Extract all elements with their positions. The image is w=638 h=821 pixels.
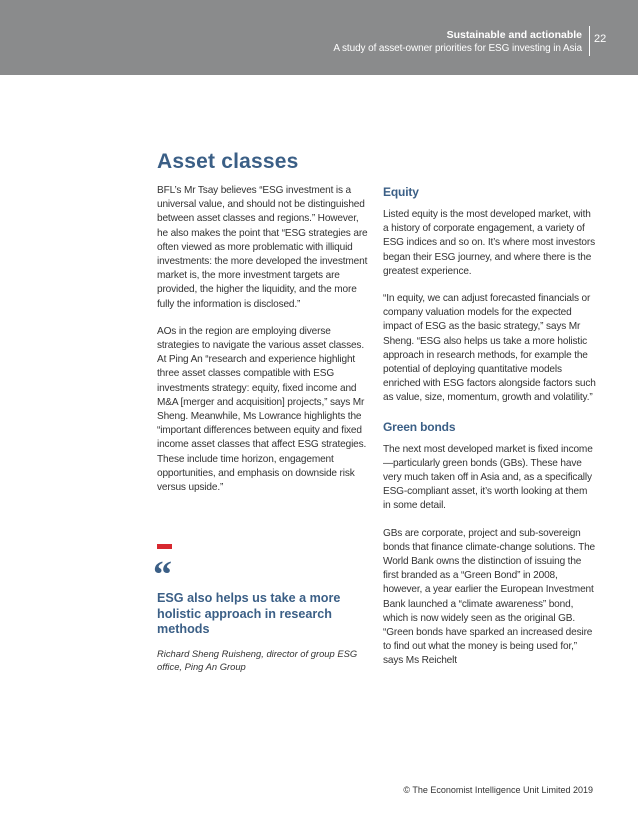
equity-heading: Equity <box>383 185 419 199</box>
right-column <box>383 184 596 682</box>
paragraph: AOs in the region are employing diverse strategies to navigate the various asset classes. At Ping An “research and experience highlight three asset classes compatible with ESG investments strategy: equity, fixed income and M&A [merger and acquisition] projects,” says Mr Sheng. Meanwhile, Ms Lowrance highlights the “important differences between equity and fixed income asset classes that affect ESG strategies. These include time horizon, engagement opportunities, and emphasis on downside risk versus upside.” <box>157 325 367 494</box>
report-subtitle: A study of asset-owner priorities for ESG investing in Asia <box>333 43 582 54</box>
paragraph: BFL’s Mr Tsay believes “ESG investment is a universal value, and should not be distinguished between asset classes and regions.” However, he also makes the point that “ESG strategies are often viewed as more problematic with illiquid investments: the more developed the investment market is, the more investment targets are provided, the higher the liquidity, and the more fully the information is disclosed.” <box>157 185 368 310</box>
paragraph: GBs are corporate, project and sub-sovereign bonds that finance climate-change solutions. The World Bank owns the distinction of issuing the first branded as a “Green Bond” in 2008, however, a year earlier the European Investment Bank launched a “climate awareness” bond, which is now widely seen as the original GB. “Green bonds have sparked an increased desire to find out what the money is being used for,” says Ms Reichelt <box>383 527 596 667</box>
paragraph: Listed equity is the most developed market, with a history of corporate engagement, a variety of ESG indices and so on. It’s where most investors began their ESG journey, and where there is the greatest experience. <box>383 209 595 277</box>
paragraph: “In equity, we can adjust forecasted financials or company valuation models for the expected impact of ESG as the basic strategy,” says Mr Sheng. “ESG also helps us take a more holistic approach in research methods, for example the potential of deploying quantitative models enriched with ESG factors alongside factors such as value, size, momentum, growth and volatility.” <box>383 293 596 404</box>
report-title: Sustainable and actionable <box>446 29 582 41</box>
left-column <box>157 184 369 508</box>
copyright-footer: © The Economist Intelligence Unit Limited 2019 <box>403 785 593 795</box>
section-title: Asset classes <box>157 150 299 173</box>
pull-quote: ESG also helps us take a more holistic approach in research methods <box>157 591 341 636</box>
green-bonds-heading: Green bonds <box>383 419 456 434</box>
paragraph: The next most developed market is fixed income—particularly green bonds (GBs). These have very much taken off in Asia and, as a specifically ESG-compliant asset, it’s worth looking at them in some detail. <box>383 443 593 512</box>
accent-bar <box>157 544 172 549</box>
page-header <box>0 0 638 75</box>
page-number: 22 <box>594 33 607 45</box>
header-divider <box>589 26 590 56</box>
quote-mark-icon: “ <box>153 554 172 596</box>
quote-attribution: Richard Sheng Ruisheng, director of group ESG office, Ping An Group <box>157 648 358 672</box>
